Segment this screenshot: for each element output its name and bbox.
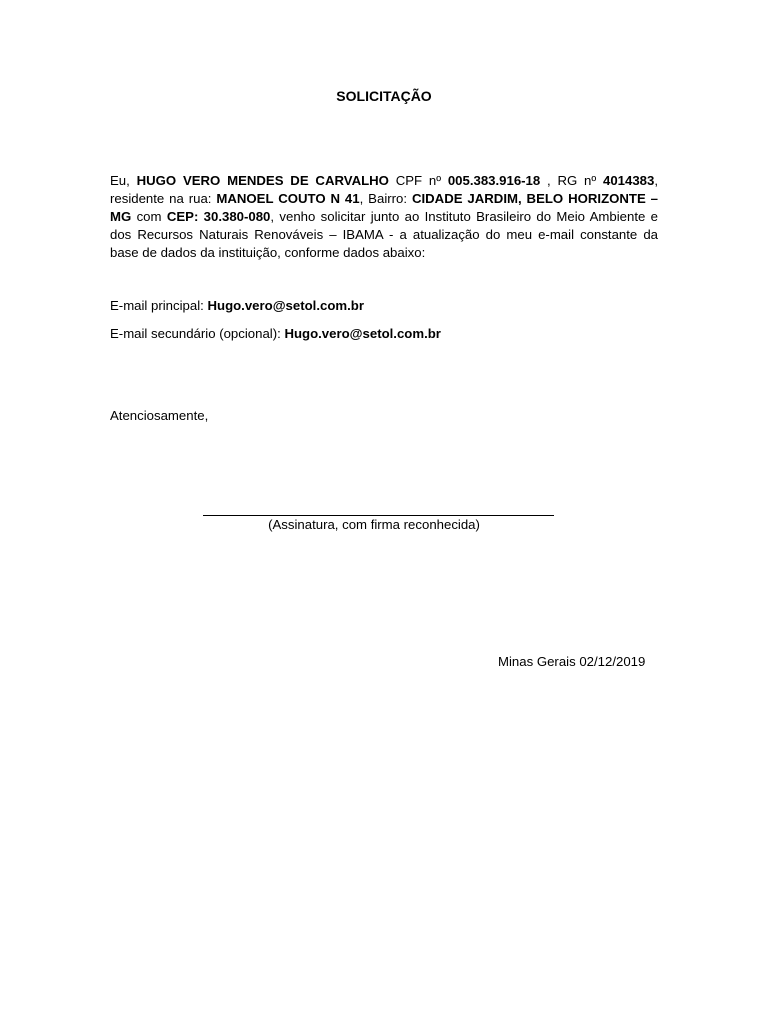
- email-primary-line: [110, 297, 658, 315]
- signature-caption: (Assinatura, com firma reconhecida): [268, 517, 480, 532]
- document-title: SOLICITAÇÃO: [336, 88, 432, 104]
- postal-code: CEP: 30.380-080: [166, 209, 271, 224]
- paragraph-text: , Bairro:: [359, 191, 412, 206]
- closing-salutation: Atenciosamente,: [110, 408, 209, 423]
- requester-name: HUGO VERO MENDES DE CARVALHO: [136, 173, 389, 188]
- district-city: CIDADE JARDIM, BELO HORIZONTE – MG: [110, 191, 658, 224]
- rg-number: 4014383: [602, 173, 655, 188]
- email-secondary-label: E-mail secundário (opcional):: [110, 326, 285, 341]
- paragraph-text: , venho solicitar junto ao Instituto Brasileiro do Meio Ambiente e dos Recursos Naturais Renováveis – IBAMA - a atualização do meu e-mail constante da base de dados da instituição, conforme dados abaixo:: [110, 209, 658, 260]
- email-secondary-line: [110, 325, 658, 343]
- email-primary-label: E-mail principal:: [110, 298, 208, 313]
- paragraph-text: com: [131, 209, 167, 224]
- place-date: Minas Gerais 02/12/2019: [498, 654, 646, 669]
- paragraph-text: , residente na rua:: [110, 173, 658, 206]
- paragraph-text: , RG nº: [540, 173, 603, 188]
- cpf-number: 005.383.916-18: [447, 173, 541, 188]
- paragraph-text: CPF nº: [388, 173, 448, 188]
- paragraph-text: Eu,: [110, 173, 137, 188]
- email-primary-value: Hugo.vero@setol.com.br: [207, 298, 364, 313]
- street-address: MANOEL COUTO N 41: [216, 191, 360, 206]
- request-paragraph: [110, 172, 658, 262]
- email-secondary-value: Hugo.vero@setol.com.br: [284, 326, 441, 341]
